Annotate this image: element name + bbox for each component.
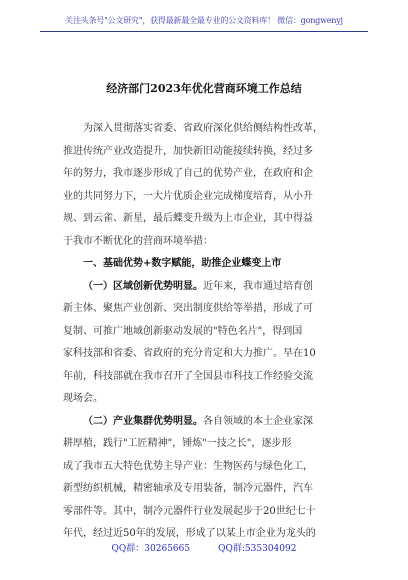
paragraph-line: 零部件等。其中，制冷元器件行业发展起步于20世纪七十 <box>63 505 316 517</box>
paragraph-line: 年前，科技部就在我市召开了全国县市科技工作经验交流 <box>63 370 313 382</box>
paragraph-line: 规、到云雀、新星，最后蝶变升级为上市企业，其中得益 <box>63 213 313 224</box>
footer-qq-group-2: QQ群:535304092 <box>218 544 297 554</box>
section-heading-1: 一、基础优势+数字赋能，助推企业蝶变上市 <box>83 258 282 269</box>
footer-qq-group-1: QQ群：30265665 <box>111 544 191 554</box>
document-title: 经济部门2023年优化营商环境工作总结 <box>106 82 302 95</box>
paragraph-line: 家科技部和省委、省政府的充分肯定和大力推广。早在10 <box>63 348 316 359</box>
subsection-1-title: （一）区域创新优势明显。 <box>83 280 203 292</box>
paragraph-line: 新主体、聚焦产业创新、突出制度供给等举措，形成了可 <box>63 303 313 314</box>
paragraph-line: 复制、可推广地域创新驱动发展的"特色名片"，得到国 <box>63 325 303 337</box>
subsection-1-first-line <box>63 276 355 299</box>
paragraph-line: 于我市不断优化的营商环境举措： <box>63 235 213 247</box>
paragraph-line: 现场会。 <box>63 393 103 404</box>
subsection-2-title: （二）产业集群优势明显。 <box>83 415 203 427</box>
header-text: 关注头条号"公文研究"，获得最新最全最专业的公文资料库！ 微信：gongwenyj <box>65 16 343 25</box>
paragraph-line: 业的共同努力下，一大片优质企业完成梯度培育，从小升 <box>63 190 313 202</box>
paragraph-line: 推进传统产业改造提升，加快新旧动能接续转换，经过多 <box>63 145 313 157</box>
paragraph-line: 为深入贯彻落实省委、省政府深化供给侧结构性改革， <box>83 123 323 134</box>
paragraph-line: 成了我市五大特色优势主导产业：生物医药与绿色化工， <box>63 460 313 472</box>
paragraph-line: 近年来，我市通过培育创 <box>203 280 313 292</box>
paragraph-line: 年的努力，我市逐步形成了自己的优势产业，在政府和企 <box>63 168 313 179</box>
document-body <box>63 118 355 546</box>
footer-qq-groups <box>0 541 408 554</box>
header-banner <box>40 15 368 32</box>
paragraph-line: 年代，经过近50年的发展，形成了以某上市企业为龙头的 <box>63 528 316 539</box>
paragraph-line: 各自领域的本土企业家深 <box>203 415 313 427</box>
subsection-2-first-line <box>63 411 355 434</box>
paragraph-line: 耕厚植，践行"工匠精神"，锤炼"一技之长"，逐步形 <box>63 438 292 449</box>
paragraph-line: 新型纺织机械，精密轴承及专用装备，制冷元器件，汽车 <box>63 483 313 494</box>
